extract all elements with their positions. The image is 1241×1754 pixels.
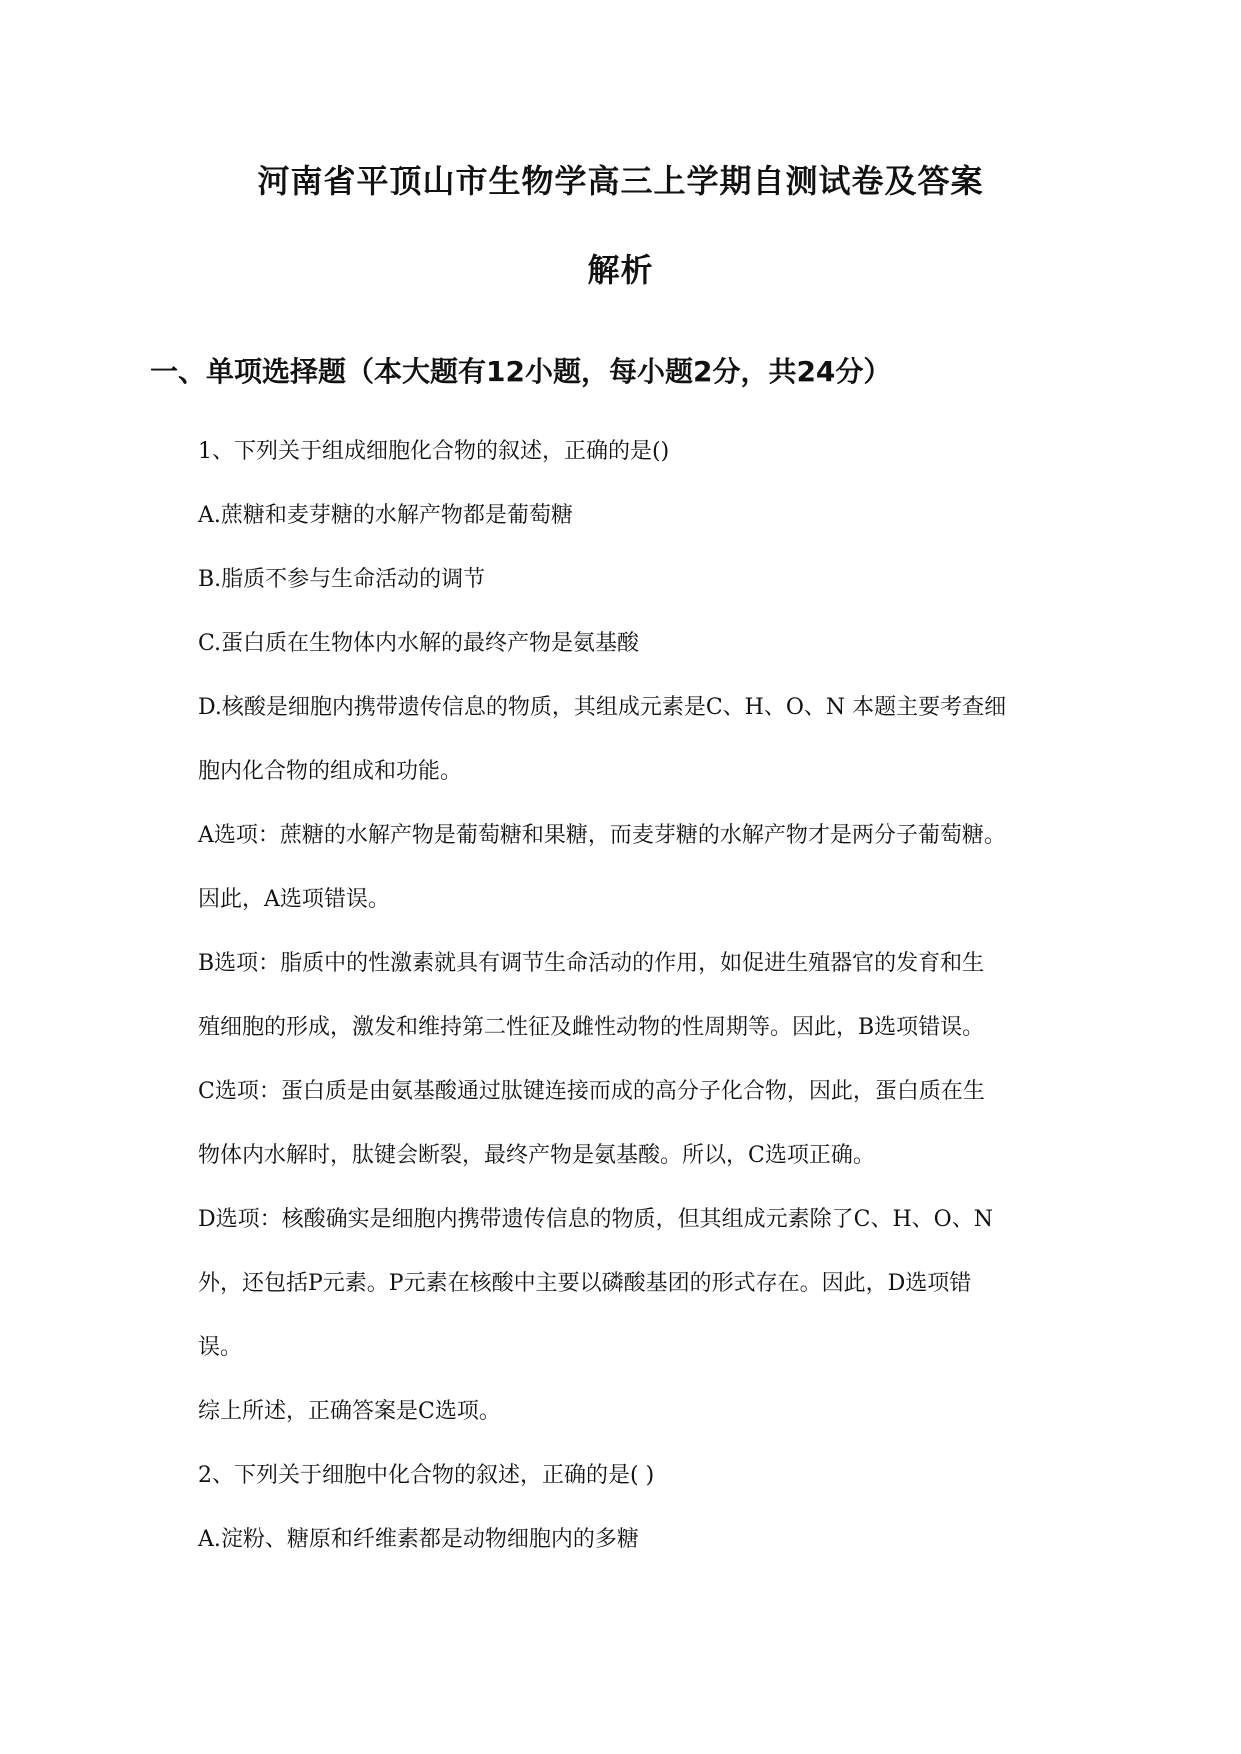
question-1-option-d: D.核酸是细胞内携带遗传信息的物质，其组成元素是C、H、O、N 本题主要考查细 (198, 695, 1007, 720)
explanation-line: 殖细胞的形成，激发和维持第二性征及雌性动物的性周期等。因此，B选项错误。 (198, 1015, 985, 1040)
explanation-line: 因此，A选项错误。 (198, 887, 390, 912)
explanation-d: D选项：核酸确实是细胞内携带遗传信息的物质，但其组成元素除了C、H、O、N (198, 1207, 993, 1232)
question-1-option-a: A.蔗糖和麦芽糖的水解产物都是葡萄糖 (198, 503, 573, 528)
explanation-line: 误。 (198, 1335, 243, 1360)
answer-summary: 综上所述，正确答案是C选项。 (198, 1399, 501, 1424)
section-heading: 一、单项选择题（本大题有12小题，每小题2分，共24分） (150, 355, 892, 388)
document-title-continued: 解析 (587, 251, 654, 289)
explanation-a: A选项：蔗糖的水解产物是葡萄糖和果糖，而麦芽糖的水解产物才是两分子葡萄糖。 (198, 823, 1006, 848)
question-2-stem: 2、下列关于细胞中化合物的叙述，正确的是( ) (198, 1463, 655, 1488)
question-1-option-b: B.脂质不参与生命活动的调节 (198, 567, 486, 592)
question-2-option-a: A.淀粉、糖原和纤维素都是动物细胞内的多糖 (198, 1527, 639, 1552)
document-title: 河南省平顶山市生物学高三上学期自测试卷及答案 (257, 162, 984, 200)
explanation-line: 胞内化合物的组成和功能。 (198, 759, 463, 784)
question-1-stem: 1、下列关于组成细胞化合物的叙述，正确的是() (198, 439, 670, 464)
explanation-b: B选项：脂质中的性激素就具有调节生命活动的作用，如促进生殖器官的发育和生 (198, 951, 985, 976)
explanation-line: 外，还包括P元素。P元素在核酸中主要以磷酸基团的形式存在。因此，D选项错 (198, 1271, 972, 1296)
question-1-option-c: C.蛋白质在生物体内水解的最终产物是氨基酸 (198, 631, 640, 656)
explanation-line: 物体内水解时，肽键会断裂，最终产物是氨基酸。所以，C选项正确。 (198, 1143, 875, 1168)
document-body (198, 420, 1098, 1572)
explanation-c: C选项：蛋白质是由氨基酸通过肽键连接而成的高分子化合物，因此，蛋白质在生 (198, 1079, 985, 1104)
